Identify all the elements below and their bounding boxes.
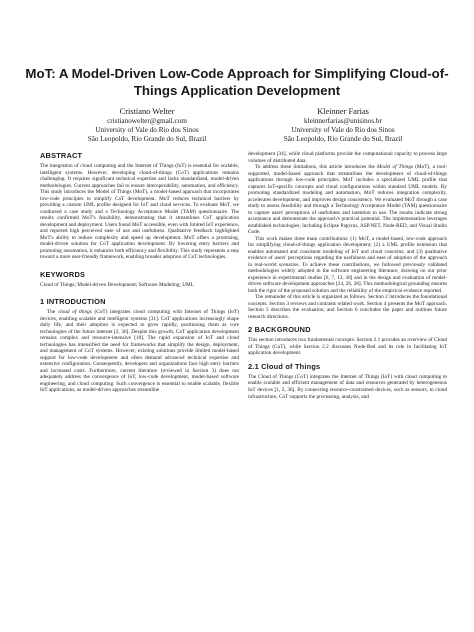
abstract-heading: ABSTRACT bbox=[40, 151, 83, 160]
paragraph: This work makes three main contributions: (1) MoT, a model-based, low-code approach for simplifying cloud-of-things application development; (2) a UML profile extension that enables automated and consistent modeling of IoT and cloud concerns; and (3) qualitative evidence of users' perceptions regarding the usefulness and ease of adoption of the approach in real-world scenarios. To achieve these contributions, we followed previously validated methodologies widely adopted in the software engineering literature, drawing on our prior experience in experimental studies [6, 7, 13, 30] and in the design and evaluation of model-driven software development approaches [24, 26, 28]. This methodological grounding ensures both the rigor of the proposed solution and the reliability of the empirical evidence reported. bbox=[248, 235, 447, 294]
author-location: São Leopoldo, Rio Grande do Sul, Brazil bbox=[87, 135, 207, 144]
keywords-text: Cloud of Things; Model-driven Development; Software Modeling; UML bbox=[40, 281, 194, 288]
author-block bbox=[62, 107, 232, 144]
author-location: São Leopoldo, Rio Grande do Sul, Brazil bbox=[283, 135, 403, 144]
author-email[interactable]: kleinnerfarias@unisinos.br bbox=[304, 117, 382, 125]
emphasis-term: cloud of things bbox=[57, 309, 92, 316]
background-heading: 2 BACKGROUND bbox=[248, 325, 311, 335]
left-column bbox=[40, 151, 239, 394]
introduction-heading: 1 INTRODUCTION bbox=[40, 297, 106, 307]
paper-title: MoT: A Model-Driven Low-Code Approach for Simplifying Cloud-of-Things Application Development bbox=[25, 66, 449, 98]
introduction-paragraph: The cloud of things (CoT) integrates cloud computing with Internet of Things (IoT) devices, enabling scalable and intelligent systems [31]. CoT applications increasingly shape daily life, and their adoption is expected to grow rapidly, positioning them as core technologies of the future internet [2, 36]. Despite this growth, CoT application development remains complex and resource-intensive [18]. The rapid expansion of IoT and cloud technologies has intensified the need for frameworks that simplify the design, deployment, and management of CoT systems. However, existing solutions provide limited model-based support for low-code development and often demand advanced technical expertise and extensive configuration. Consequently, developers and organizations face high entry barriers and increased costs. Furthermore, current literature (reviewed in Section 3) does not adequately address the convergence of IoT, low-code development, model-based software engineering, and cloud computing. Such convergence is essential to enable scalable, flexible IoT applications, as model-driven approaches streamline bbox=[40, 309, 239, 394]
abstract-text: The integration of cloud computing and the Internet of Things (IoT) is essential for scalable, intelligent systems. However, developing cloud-of-things (CoT) applications remains challenging. It requires significant technical expertise and lacks standardized, model-driven methodologies. Current approaches fail to ensure interoperability, automation, and efficiency. This study introduces the Model of Things (MoT), a model-based approach that incorporates low-code principles to simplify CoT development. MoT reduces technical barriers by providing a custom UML profile designed for IoT and cloud services. To evaluate MoT, we conducted a case study and a Technology Acceptance Model (TAM) questionnaire. The results confirmed MoT's feasibility, demonstrating that it streamlines CoT application development and deployment. Users found MoT accessible, even with limited IoT experience, and reported high perceived ease of use and usefulness. Qualitative feedback highlighted MoT's ability to reduce complexity and speed up development. MoT offers a promising, model-driven solution for CoT application development. By lowering entry barriers and promoting automation, it enhances both efficiency and flexibility. This study represents a step toward a more user-friendly framework, enabling broader adoption of CoT technologies. bbox=[40, 163, 239, 261]
author-name: Cristiano Welter bbox=[119, 107, 175, 116]
author-affiliation: University of Vale do Rio dos Sinos bbox=[291, 126, 395, 135]
author-name: Kleinner Farias bbox=[317, 107, 369, 116]
emphasis-term: Model of Things bbox=[376, 164, 414, 171]
right-column bbox=[248, 151, 447, 400]
author-email[interactable]: cristianowelter@gmail.com bbox=[107, 117, 187, 125]
author-affiliation: University of Vale do Rio dos Sinos bbox=[95, 126, 199, 135]
cloud-of-things-text: The Cloud of Things (CoT) integrates the Internet of Things (IoT) with cloud computing to enable scalable and efficient management of data and resources generated by heterogeneous IoT devices [1, 2, 36]. By connecting resource-constrained devices, such as sensors, to cloud infrastructure, CoT supports the processing, analysis, and bbox=[248, 373, 447, 400]
cloud-of-things-heading: 2.1 Cloud of Things bbox=[248, 361, 321, 371]
keywords-heading: KEYWORDS bbox=[40, 269, 86, 279]
background-text: This section introduces two fundamental concepts: Section 2.1 provides an overview of Cloud of Things (CoT), while Section 2.2 discusses Node-Red and its role in facilitating IoT application development. bbox=[248, 337, 447, 357]
author-block bbox=[258, 107, 428, 144]
paragraph: To address these limitations, this article introduces the Model of Things (MoT), a tool-supported, model-based approach that streamlines the development of cloud-of-things applications through low-code principles. MoT includes a specialized UML profile that captures IoT-specific concepts and cloud configurations within standard UML models. By promoting standardized modeling and automation, MoT reduces integration complexity, accelerates development, and improves design consistency. We evaluated MoT through a case study to assess feasibility and through a Technology Acceptance Model (TAM) questionnaire to capture users' perceptions of usefulness and intention to use. The results indicate strong acceptance and demonstrate the approach's practical potential. The implementation leverages established technologies, including Eclipse Papyrus, ASP.NET, Node-RED, and Visual Studio Code. bbox=[248, 164, 447, 236]
paragraph-continued: development [34], while cloud platforms provide the computational capacity to process large volumes of distributed data. bbox=[248, 151, 447, 164]
paragraph: The remainder of this article is organized as follows. Section 2 introduces the foundational concepts. Section 3 reviews and contrasts related work. Section 4 presents the MoT approach. Section 5 describes the evaluation, and Section 6 concludes the paper and outlines future research directions. bbox=[248, 294, 447, 320]
